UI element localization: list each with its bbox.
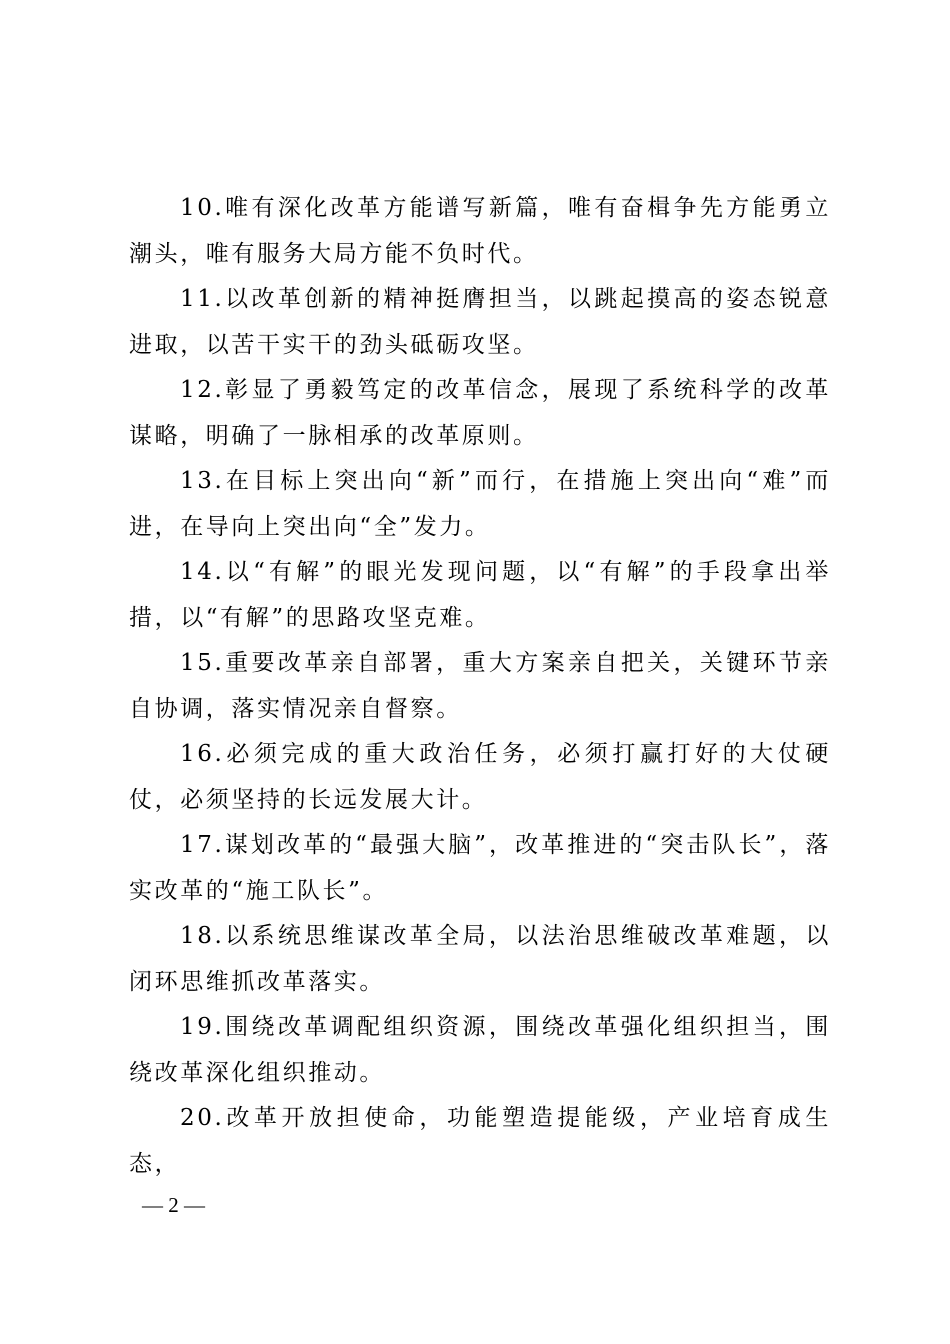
page-number: — 2 — [142, 1193, 205, 1217]
paragraph-10: 10.唯有深化改革方能谱写新篇，唯有奋楫争先方能勇立潮头，唯有服务大局方能不负时代。 [129, 195, 831, 267]
paragraph-12: 12.彰显了勇毅笃定的改革信念，展现了系统科学的改革谋略，明确了一脉相承的改革原则。 [129, 377, 831, 449]
paragraph-13: 13.在目标上突出向“新”而行，在措施上突出向“难”而进，在导向上突出向“全”发力。 [129, 468, 831, 540]
paragraph-15: 15.重要改革亲自部署，重大方案亲自把关，关键环节亲自协调，落实情况亲自督察。 [129, 650, 831, 722]
paragraph-20: 20.改革开放担使命，功能塑造提能级，产业培育成生态， [129, 1105, 831, 1177]
paragraph-11: 11.以改革创新的精神挺膺担当，以跳起摸高的姿态锐意进取，以苦干实干的劲头砥砺攻坚。 [129, 286, 831, 358]
paragraph-14: 14.以“有解”的眼光发现问题，以“有解”的手段拿出举措，以“有解”的思路攻坚克难。 [129, 559, 831, 631]
paragraph-16: 16.必须完成的重大政治任务，必须打赢打好的大仗硬仗，必须坚持的长远发展大计。 [129, 741, 831, 813]
paragraph-19: 19.围绕改革调配组织资源，围绕改革强化组织担当，围绕改革深化组织推动。 [129, 1014, 831, 1086]
document-body [129, 186, 831, 1187]
paragraph-18: 18.以系统思维谋改革全局，以法治思维破改革难题，以闭环思维抓改革落实。 [129, 923, 831, 995]
paragraph-17: 17.谋划改革的“最强大脑”，改革推进的“突击队长”，落实改革的“施工队长”。 [129, 832, 831, 904]
